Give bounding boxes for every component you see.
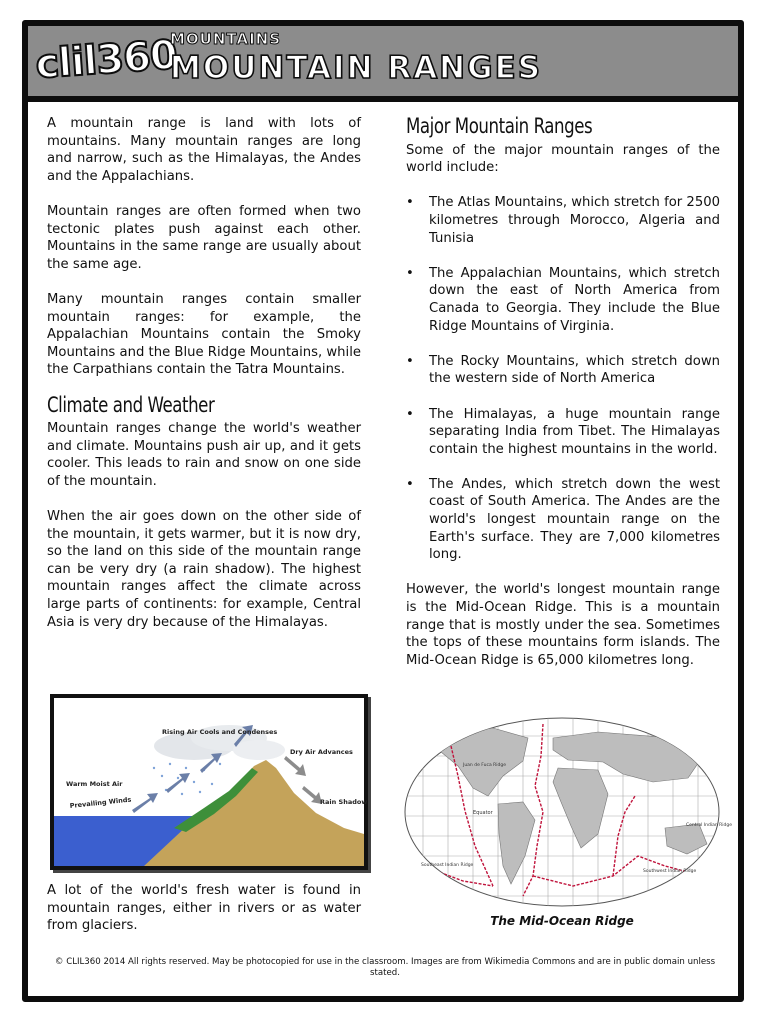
rain-shadow-diagram bbox=[50, 694, 368, 870]
equator-label: Equator bbox=[473, 810, 493, 816]
right-column bbox=[406, 114, 720, 687]
copyright-footer: © CLIL360 2014 All rights reserved. May be photocopied for use in the classroom. Images are from Wikimedia Commons and are in public domain unless stated. bbox=[54, 957, 716, 978]
southeast-indian-label: Southeast Indian Ridge bbox=[421, 863, 474, 868]
ranges-list bbox=[406, 194, 720, 563]
rain-shadow-label: Rain Shadow bbox=[320, 798, 368, 806]
rain-shadow-svg bbox=[54, 698, 368, 866]
list-item: • The Andes, which stretch down the west coast of South America. The Andes are the world's longest mountain range on the Earth's surface. They are 7,000 kilometres long. bbox=[406, 476, 720, 564]
map-caption: The Mid-Ocean Ridge bbox=[490, 914, 634, 928]
list-item: • The Rocky Mountains, which stretch down the western side of North America bbox=[406, 353, 720, 388]
topic-kicker: MOUNTAINS bbox=[170, 30, 282, 48]
cloud-shape bbox=[233, 740, 285, 760]
fresh-water-paragraph: A lot of the world's fresh water is found in mountain ranges, either in rivers or as water from glaciers. bbox=[47, 883, 361, 934]
central-indian-label: Central Indian Ridge bbox=[686, 823, 732, 828]
subranges-paragraph: Many mountain ranges contain smaller mountain ranges: for example, the Appalachian Mountains contain the Smoky Mountains and the Blue Ridge Mountains, while the Carpathians contain the Tatra Mountains. bbox=[47, 291, 361, 378]
juan-de-fuca-label: Juan de Fuca Ridge bbox=[463, 763, 506, 768]
prevailing-winds-label: Prevailing Winds bbox=[69, 795, 132, 810]
mid-ocean-paragraph: However, the world's longest mountain range is the Mid-Ocean Ridge. This is a mountain range that is mostly under the sea. Sometimes the tops of these mountains form islands. The Mid-Ocean Ridge is 65,000 kilometres long. bbox=[406, 582, 720, 668]
major-ranges-intro: Some of the major mountain ranges of the world include: bbox=[406, 142, 720, 176]
clil360-logo: clil360 bbox=[34, 32, 179, 88]
mid-ocean-ridge-map bbox=[403, 716, 732, 908]
dry-air-label: Dry Air Advances bbox=[290, 748, 353, 756]
list-item: • The Himalayas, a huge mountain range separating India from Tibet. The Himalayas contain the highest mountains in the world. bbox=[406, 406, 720, 459]
climate-paragraph: Mountain ranges change the world's weather and climate. Mountains push air up, and it gets cooler. This leads to rain and snow on one side of the mountain. bbox=[47, 421, 361, 489]
intro-paragraph: A mountain range is land with lots of mountains. Many mountain ranges are long and narrow, such as the Himalayas, the Andes and the Appalachians. bbox=[47, 116, 361, 184]
warm-moist-air-label: Warm Moist Air bbox=[66, 780, 123, 788]
southwest-indian-label: Southwest Indian Ridge bbox=[643, 869, 697, 874]
world-map-svg bbox=[403, 716, 732, 908]
formation-paragraph: Mountain ranges are often formed when two tectonic plates push against each other. Mountains in the same range are usually about the same age. bbox=[47, 203, 361, 272]
left-column bbox=[47, 115, 361, 649]
climate-heading: Climate and Weather bbox=[47, 392, 215, 417]
list-item: • The Appalachian Mountains, which stretch down the east of North America from Canada to Georgia. They include the Blue Ridge Mountains of Virginia. bbox=[406, 265, 720, 335]
page-title: MOUNTAIN RANGES bbox=[170, 50, 543, 86]
rising-air-label: Rising Air Cools and Condenses bbox=[162, 728, 278, 736]
major-ranges-heading: Major Mountain Ranges bbox=[406, 114, 593, 138]
rain-shadow-paragraph: When the air goes down on the other side of the mountain, it gets warmer, but it is now dry, so the land on this side of the mountain range can be very dry (a rain shadow). The highest mountain ranges affect the climate across large parts of continents: for example, Central Asia is very dry because of the Himalayas. bbox=[47, 509, 361, 630]
list-item: • The Atlas Mountains, which stretch for 2500 kilometres through Morocco, Algeria and Tunisia bbox=[406, 194, 720, 247]
